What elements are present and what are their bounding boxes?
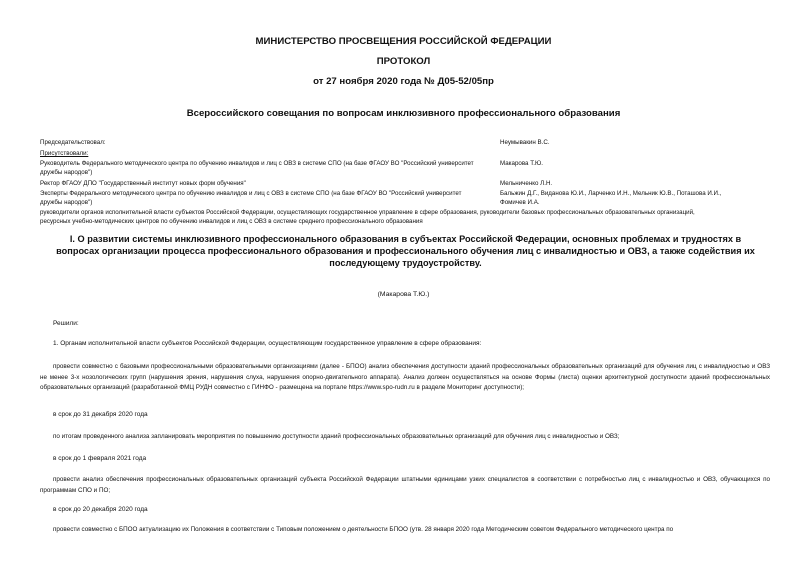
deadline: в срок до 1 февраля 2021 года: [53, 455, 147, 462]
chair-label: Председательствовал:: [40, 139, 106, 146]
section-title: I. О развитии системы инклюзивного профессионального образования в субъектах Российской Федерации, основных проблемах и трудностях в вопросах организации процесса профессионального образования и профессионального обучения лиц с инвалидностью и ОВЗ, а также содействия их последующему трудоустройству.: [56, 234, 755, 268]
participant-name-cont: Фомичев И.А.: [500, 199, 540, 206]
deadline: в срок до 20 декабря 2020 года: [53, 506, 148, 513]
deadline: в срок до 31 декабря 2020 года: [53, 411, 148, 418]
present-label: Присутствовали:: [40, 150, 89, 157]
resolution-paragraph: провести анализ обеспечения профессиональных образовательных организаций субъекта Российской Федерации штатными единицами узких специалистов в соответствии с потребностью лиц с инвалидностью и ОВЗ, обучающихся по программам СПО и ПО;: [40, 476, 770, 494]
resolution-item-1: 1. Органам исполнительной власти субъектов Российской Федерации, осуществляющим государственное управление в сфере образования:: [53, 340, 482, 347]
doc-type-heading: ПРОТОКОЛ: [376, 56, 431, 67]
resolution-paragraph: по итогам проведенного анализа запланировать мероприятия по повышению доступности зданий профессиональных образовательных организаций для обучения лиц с инвалидностью и ОВЗ;: [53, 433, 620, 440]
participant-name: Мельниченко Л.Н.: [500, 180, 553, 187]
participant-name: Макарова Т.Ю.: [500, 160, 543, 167]
others-line: руководители органов исполнительной власти субъектов Российской Федерации, осуществляющих государственное управление в сфере образования, руководители базовых профессиональных образовательных организаций,: [40, 209, 695, 216]
participant-name: Бальжин Д.Г., Виданова Ю.И., Ларченко И.Н., Мельник Ю.В., Поташова И.И.,: [500, 190, 722, 197]
date-number: от 27 ноября 2020 года № Д05-52/05пр: [313, 76, 494, 87]
participant-role-cont: дружбы народов"): [40, 169, 93, 176]
participant-role: Руководитель Федерального методического центра по обучению инвалидов и лиц с ОВЗ в системе СПО (на базе ФГАОУ ВО "Российский университет: [40, 160, 474, 167]
resolution-paragraph: провести совместно с базовыми профессиональными образовательными организациями (далее - БПОО) анализ обеспечения доступности зданий профессиональных образовательных организаций для обучения лиц с инвалидностью и ОВЗ не менее 3-х нозологических групп (нарушения зрения, нарушения слуха, нарушения опорно-двигательного аппарата). Анализ должен осуществляться на основе Формы (листа) оценки архитектурной доступности зданий профессиональных образовательных организаций (разработанной ФМЦ РУДН совместно с ГИНФО - размещена на портале https://www.spo-rudn.ru в разделе Мониторинг доступности);: [40, 363, 770, 391]
section-speaker: (Макарова Т.Ю.): [377, 291, 430, 298]
participant-role: Ректор ФГАОУ ДПО "Государственный институт новых форм обучения": [40, 180, 246, 187]
decided-label: Решили:: [53, 320, 79, 327]
resolution-paragraph: провести совместно с БПОО актуализацию их Положения в соответствии с Типовым положением о деятельности БПОО (утв. 28 января 2020 года Методическим советом Федерального методического центра по: [53, 526, 674, 533]
participant-role: Эксперты Федерального методического центра по обучению инвалидов и лиц с ОВЗ в системе СПО (на базе ФГАОУ ВО "Российский университет: [40, 190, 462, 197]
participant-role-cont: дружбы народов"): [40, 199, 93, 206]
chair-name: Неумывакин В.С.: [500, 139, 550, 146]
others-line: ресурсных учебно-методических центров по обучению инвалидов и лиц с ОВЗ в системе среднего профессионального образования: [40, 218, 423, 225]
meeting-title: Всероссийского совещания по вопросам инклюзивного профессионального образования: [186, 108, 621, 119]
ministry-heading: МИНИСТЕРСТВО ПРОСВЕЩЕНИЯ РОССИЙСКОЙ ФЕДЕРАЦИИ: [255, 36, 552, 47]
